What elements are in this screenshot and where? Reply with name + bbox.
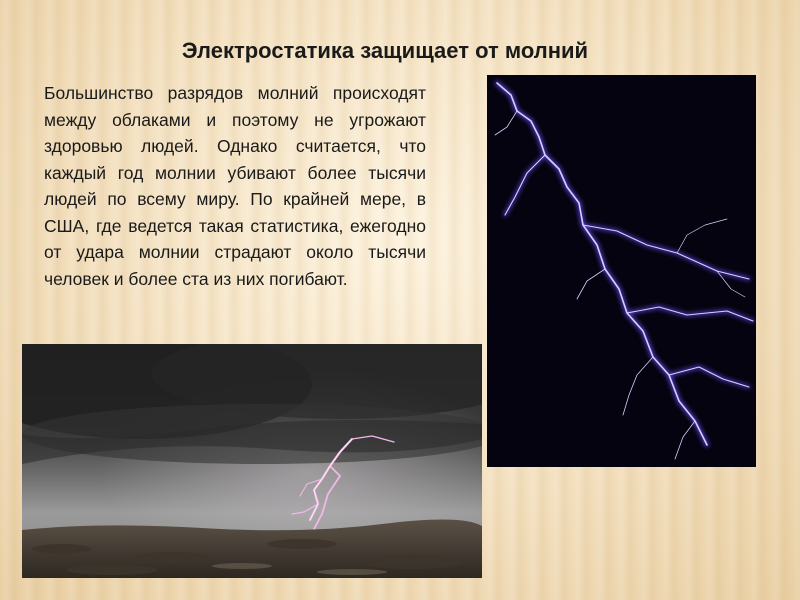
storm-photo bbox=[22, 344, 482, 578]
body-text: Большинство разрядов молний происходят между облаками и поэтому не угрожают здоровью людей. Однако считается, что каждый год молнии убивают более тысячи людей по всему миру. По крайней мере, в США, где ведется такая статистика, ежегодно от удара молнии страдают около тысячи человек и более ста из них погибают. bbox=[44, 83, 426, 289]
slide-title: Электростатика защищает от молний bbox=[181, 38, 589, 63]
lightning-photo bbox=[487, 75, 756, 467]
